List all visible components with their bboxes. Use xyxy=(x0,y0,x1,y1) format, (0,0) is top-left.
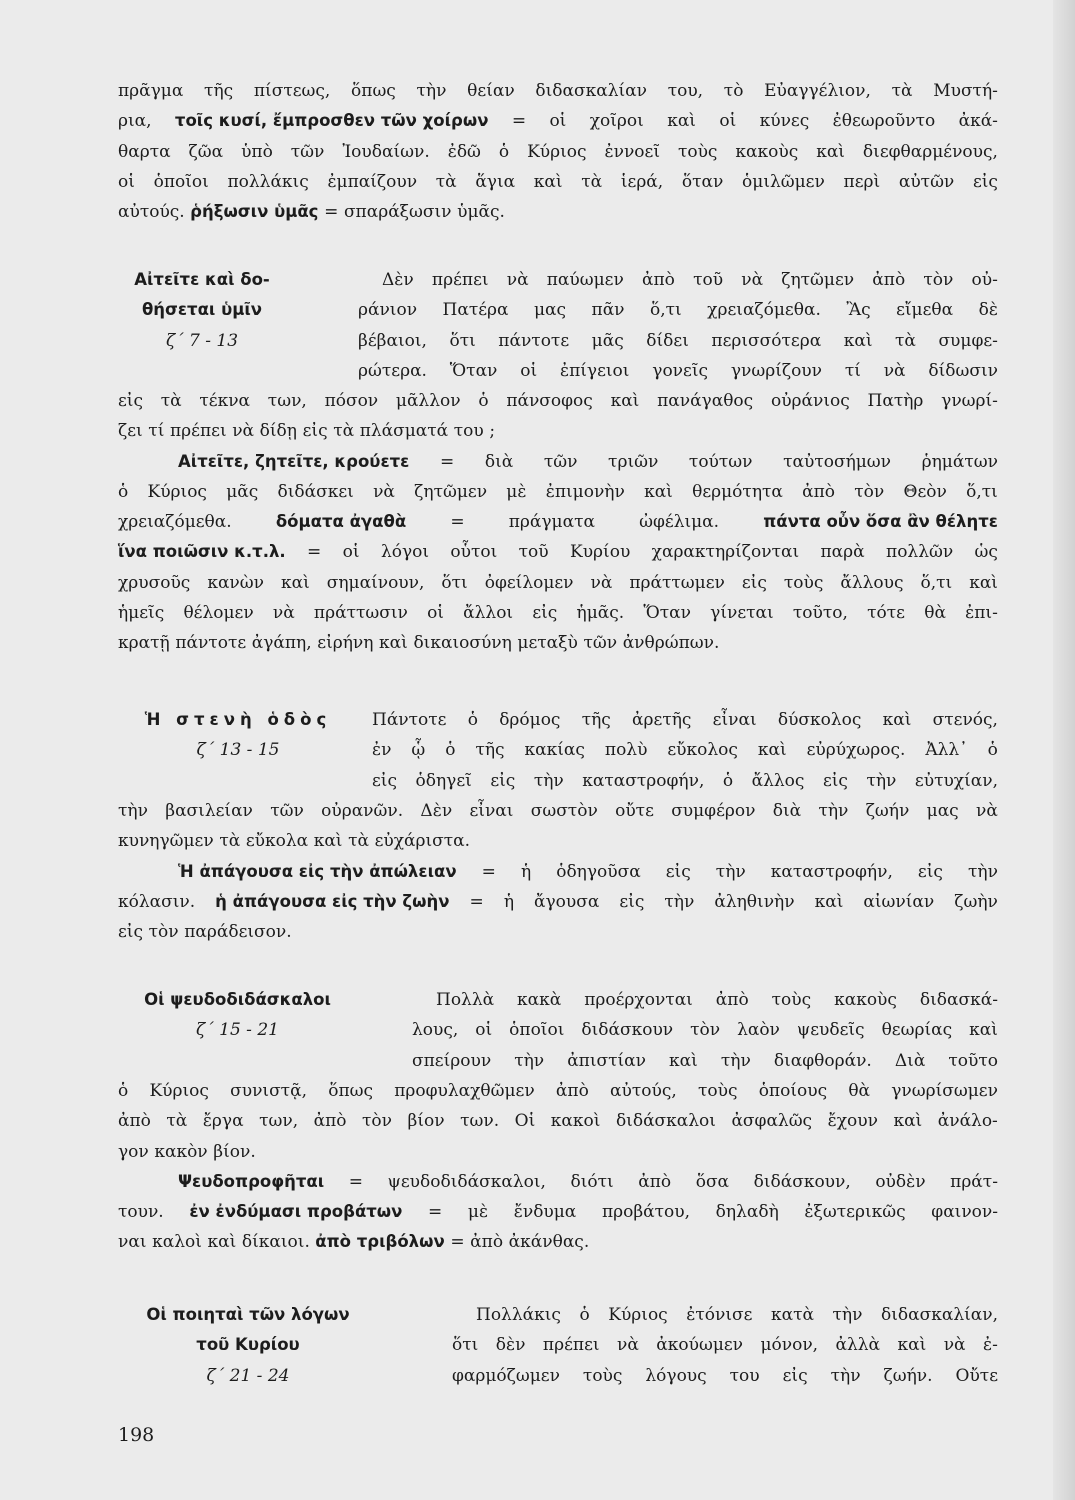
text-line: ἵνα ποιῶσιν κ.τ.λ. = οἱ λόγοι οὗτοι τοῦ Κυρίου χαρακτηρίζονται παρὰ πολλῶν ὡς xyxy=(118,537,998,567)
text-line: ράνιον Πατέρα μας πᾶν ὅ,τι χρειαζόμεθα. Ἂς εἴμεθα δὲ xyxy=(358,300,998,321)
scripture-reference: ζ΄ 21 - 24 xyxy=(206,1365,290,1386)
text-line: ρια, τοῖς κυσί, ἔμπροσθεν τῶν χοίρων = οἱ χοῖροι καὶ οἱ κύνες ἐθεωροῦντο ἀκά- xyxy=(118,106,998,136)
glossary-term: ῥήξωσιν ὑμᾶς xyxy=(190,202,319,222)
section-title: Οἱ ψευδοδιδάσκαλοι xyxy=(144,990,331,1009)
page-number: 198 xyxy=(118,1424,155,1446)
glossary-term: ἐν ἐνδύμασι προβάτων xyxy=(189,1202,403,1222)
text-line: αὐτούς. ῥήξωσιν ὑμᾶς = σπαράξωσιν ὑμᾶς. xyxy=(118,197,998,227)
text-line: ὁ Κύριος μᾶς διδάσκει νὰ ζητῶμεν μὲ ἐπιμονὴν καὶ θερμότητα ἀπὸ τὸν Θεὸν ὅ,τι xyxy=(118,481,998,502)
glossary-term: δόματα ἀγαθὰ xyxy=(275,512,407,532)
text-line: Ἡ ἀπάγουσα εἰς τὴν ἀπώλειαν = ἡ ὁδηγοῦσα εἰς τὴν καταστροφήν, εἰς τὴν xyxy=(118,857,998,887)
text-line: φαρμόζωμεν τοὺς λόγους του εἰς τὴν ζωήν. Οὔτε xyxy=(452,1365,998,1386)
glossary-term: Αἰτεῖτε, ζητεῖτε, κρούετε xyxy=(178,451,410,471)
text-line: χρειαζόμεθα. δόματα ἀγαθὰ = πράγματα ὠφέλιμα. πάντα οὖν ὅσα ἂν θέλητε xyxy=(118,507,998,537)
section-title: Ἡ στενὴ ὁδὸς xyxy=(144,710,332,729)
glossary-term: πάντα οὖν ὅσα ἂν θέλητε xyxy=(763,512,998,532)
glossary-term: ἡ ἀπάγουσα εἰς τὴν ζωὴν xyxy=(215,891,450,911)
text-line: ὁ Κύριος συνιστᾷ, ὅπως προφυλαχθῶμεν ἀπὸ αὐτούς, τοὺς ὁποίους θὰ γνωρίσωμεν xyxy=(118,1081,998,1101)
text-line: Πάντοτε ὁ δρόμος τῆς ἀρετῆς εἶναι δύσκολος καὶ στενός, xyxy=(372,710,998,730)
intro-paragraph xyxy=(118,76,998,227)
text-line: εἰς ὁδηγεῖ εἰς τὴν καταστροφήν, ὁ ἄλλος εἰς τὴν εὐτυχίαν, xyxy=(372,770,998,791)
scripture-reference: ζ΄ 13 - 15 xyxy=(196,740,280,761)
text-line: ἀπὸ τὰ ἔργα των, ἀπὸ τὸν βίον των. Οἱ κακοὶ διδάσκαλοι ἀσφαλῶς ἔχουν καὶ ἀνάλο- xyxy=(118,1111,998,1132)
text-line: Αἰτεῖτε, ζητεῖτε, κρούετε = διὰ τῶν τριῶν τούτων ταὐτοσήμων ῥημάτων xyxy=(118,447,998,477)
text-line: θαρτα ζῶα ὑπὸ τῶν Ἰουδαίων. ἐδῶ ὁ Κύριος ἐννοεῖ τοὺς κακοὺς καὶ διεφθαρμένους, xyxy=(118,141,998,162)
scripture-reference: ζ΄ 15 - 21 xyxy=(196,1020,279,1041)
glossary-term: ἀπὸ τριβόλων xyxy=(315,1232,445,1252)
section-text-poiitai xyxy=(452,1300,998,1391)
text-line: εἰς τὰ τέκνα των, πόσον μᾶλλον ὁ πάνσοφος καὶ πανάγαθος οὐράνιος Πατὴρ γνωρί- xyxy=(118,391,998,411)
section-continuation-steni-odos xyxy=(118,796,998,947)
section-text-pseudodidaskaloi xyxy=(412,985,998,1076)
text-line: Πολλάκις ὁ Κύριος ἐτόνισε κατὰ τὴν διδασκαλίαν, xyxy=(476,1305,998,1325)
text-line: οἱ ὁποῖοι πολλάκις ἐμπαίζουν τὰ ἅγια καὶ τὰ ἱερά, ὅταν ὁμιλῶμεν περὶ αὐτῶν εἰς xyxy=(118,171,998,192)
section-continuation-pseudodidaskaloi xyxy=(118,1076,998,1258)
glossary-term: Ψευδοπροφῆται xyxy=(178,1171,325,1191)
text-line: Ψευδοπροφῆται = ψευδοδιδάσκαλοι, διότι ἀπὸ ὅσα διδάσκουν, οὐδὲν πράτ- xyxy=(118,1167,998,1197)
scripture-reference: ζ΄ 7 - 13 xyxy=(165,330,239,351)
page-edge-shadow xyxy=(1053,0,1075,1500)
section-text-aiteite xyxy=(358,265,998,386)
text-line: ὅτι δὲν πρέπει νὰ ἀκούωμεν μόνον, ἀλλὰ καὶ νὰ ἐ- xyxy=(452,1335,998,1356)
section-title: Αἰτεῖτε καὶ δο- xyxy=(134,270,270,289)
text-line: βέβαιοι, ὅτι πάντοτε μᾶς δίδει περισσότερα καὶ τὰ συμφε- xyxy=(358,330,998,351)
section-text-steni-odos xyxy=(372,705,998,796)
text-line: ρώτερα. Ὅταν οἱ ἐπίγειοι γονεῖς γνωρίζουν τί νὰ δίδωσιν xyxy=(358,360,998,381)
text-line: τὴν βασιλείαν τῶν οὐρανῶν. Δὲν εἶναι σωστὸν οὔτε συμφέρον διὰ τὴν ζωήν μας νὰ xyxy=(118,801,998,821)
section-heading-steni-odos xyxy=(118,705,358,766)
text-line: εἰς τὸν παράδεισον. xyxy=(118,922,292,943)
glossary-term: τοῖς κυσί, ἔμπροσθεν τῶν χοίρων xyxy=(174,111,489,131)
glossary-term: Ἡ ἀπάγουσα εἰς τὴν ἀπώλειαν xyxy=(178,861,457,881)
text-line: ἡμεῖς θέλομεν νὰ πράττωσιν οἱ ἄλλοι εἰς ἡμᾶς. Ὅταν γίνεται τοῦτο, τότε θὰ ἐπι- xyxy=(118,603,998,624)
text-line: λους, οἱ ὁποῖοι διδάσκουν τὸν λαὸν ψευδεῖς θεωρίας καὶ xyxy=(412,1020,998,1041)
text-line: ζει τί πρέπει νὰ δίδῃ εἰς τὰ πλάσματά του ; xyxy=(118,421,496,442)
text-line: σπείρουν τὴν ἀπιστίαν καὶ τὴν διαφθοράν. Διὰ τοῦτο xyxy=(412,1050,998,1071)
section-title: θήσεται ὑμῖν xyxy=(141,300,263,320)
text-line: Πολλὰ κακὰ προέρχονται ἀπὸ τοὺς κακοὺς διδασκά- xyxy=(436,990,998,1010)
section-title: τοῦ Κυρίου xyxy=(196,1335,300,1355)
text-line: Δὲν πρέπει νὰ παύωμεν ἀπὸ τοῦ νὰ ζητῶμεν ἀπὸ τὸν οὐ- xyxy=(382,270,998,290)
text-line: κρατῇ πάντοτε ἀγάπη, εἰρήνη καὶ δικαιοσύνη μεταξὺ τῶν ἀνθρώπων. xyxy=(118,633,720,654)
text-line: πρᾶγμα τῆς πίστεως, ὅπως τὴν θείαν διδασκαλίαν του, τὸ Εὐαγγέλιον, τὰ Μυστή- xyxy=(118,81,998,101)
section-heading-poiitai xyxy=(108,1300,388,1391)
text-line: ἐν ᾧ ὁ τῆς κακίας πολὺ εὔκολος καὶ εὐρύχωρος. Ἀλλ᾿ ὁ xyxy=(372,740,998,761)
section-continuation-aiteite xyxy=(118,386,998,659)
text-line: κόλασιν. ἡ ἀπάγουσα εἰς τὴν ζωὴν = ἡ ἄγουσα εἰς τὴν ἀληθινὴν καὶ αἰωνίαν ζωὴν xyxy=(118,887,998,917)
text-line: κυνηγῶμεν τὰ εὔκολα καὶ τὰ εὐχάριστα. xyxy=(118,831,471,852)
text-line: ναι καλοὶ καὶ δίκαιοι. ἀπὸ τριβόλων = ἀπὸ ἀκάνθας. xyxy=(118,1227,998,1257)
section-heading-aiteite xyxy=(118,265,286,356)
section-title: Οἱ ποιηταὶ τῶν λόγων xyxy=(146,1305,350,1324)
text-line: τουν. ἐν ἐνδύμασι προβάτων = μὲ ἔνδυμα προβάτου, δηλαδὴ ἐξωτερικῶς φαινον- xyxy=(118,1197,998,1227)
section-heading-pseudodidaskaloi xyxy=(110,985,365,1046)
text-line: γον κακὸν βίον. xyxy=(118,1141,256,1162)
glossary-term: ἵνα ποιῶσιν κ.τ.λ. xyxy=(118,542,286,562)
text-line: χρυσοῦς κανὼν καὶ σημαίνουν, ὅτι ὀφείλομεν νὰ πράττωμεν εἰς τοὺς ἄλλους ὅ,τι καὶ xyxy=(118,572,998,593)
